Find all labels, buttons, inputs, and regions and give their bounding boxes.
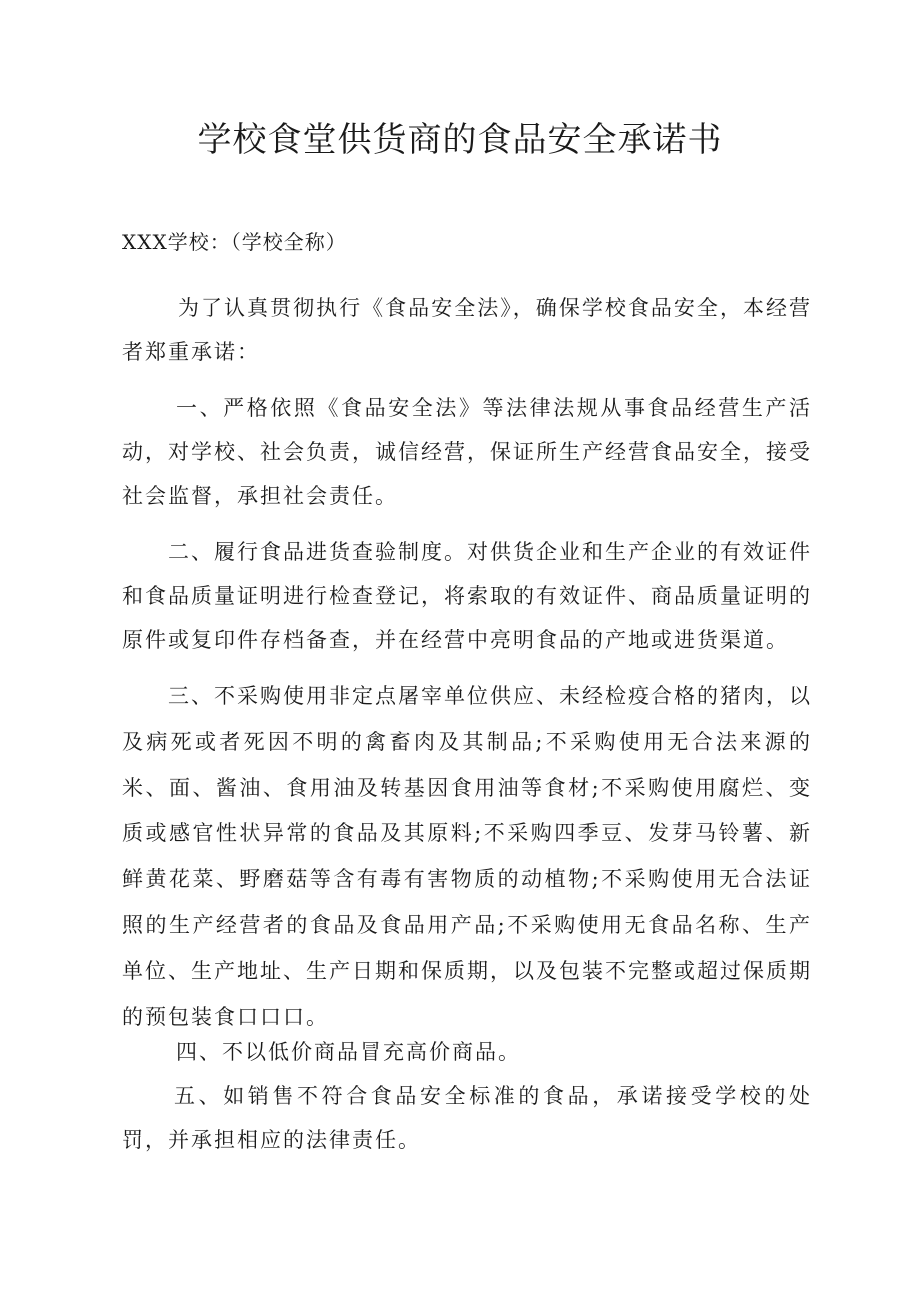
commitment-item-5: 五、如销售不符合食品安全标准的食品，承诺接受学校的处罚，并承担相应的法律责任。 [122,1084,812,1152]
commitment-item-4: 四、不以低价商品冒充高价商品。 [176,1040,521,1064]
salutation: XXX学校：（学校全称） [122,230,347,254]
commitment-item-2: 二、履行食品进货查验制度。对供货企业和生产企业的有效证件和食品质量证明进行检查登记，将索取的有效证件、商品质量证明的原件或复印件存档备查，并在经营中亮明食品的产地或进货渠道。 [122,540,812,652]
commitment-item-3: 三、不采购使用非定点屠宰单位供应、未经检疫合格的猪肉，以及病死或者死因不明的禽畜肉及其制品;不采购使用无合法来源的米、面、酱油、食用油及转基因食用油等食材;不采购使用腐烂、变质或感官性状异常的食品及其原料;不采购四季豆、发芽马铃薯、新鲜黄花菜、野磨菇等含有毒有害物质的动植物;不采购使用无合法证照的生产经营者的食品及食品用产品;不采购使用无食品名称、生产单位、生产地址、生产日期和保质期，以及包装不完整或超过保质期的预包装食口口口。 [122,684,812,1029]
commitment-item-1: 一、严格依照《食品安全法》等法律法规从事食品经营生产活动，对学校、社会负责，诚信经营，保证所生产经营食品安全，接受社会监督，承担社会责任。 [122,396,812,508]
intro-paragraph: 为了认真贯彻执行《食品安全法》，确保学校食品安全，本经营者郑重承诺： [122,296,812,364]
document-title: 学校食堂供货商的食品安全承诺书 [197,120,723,160]
